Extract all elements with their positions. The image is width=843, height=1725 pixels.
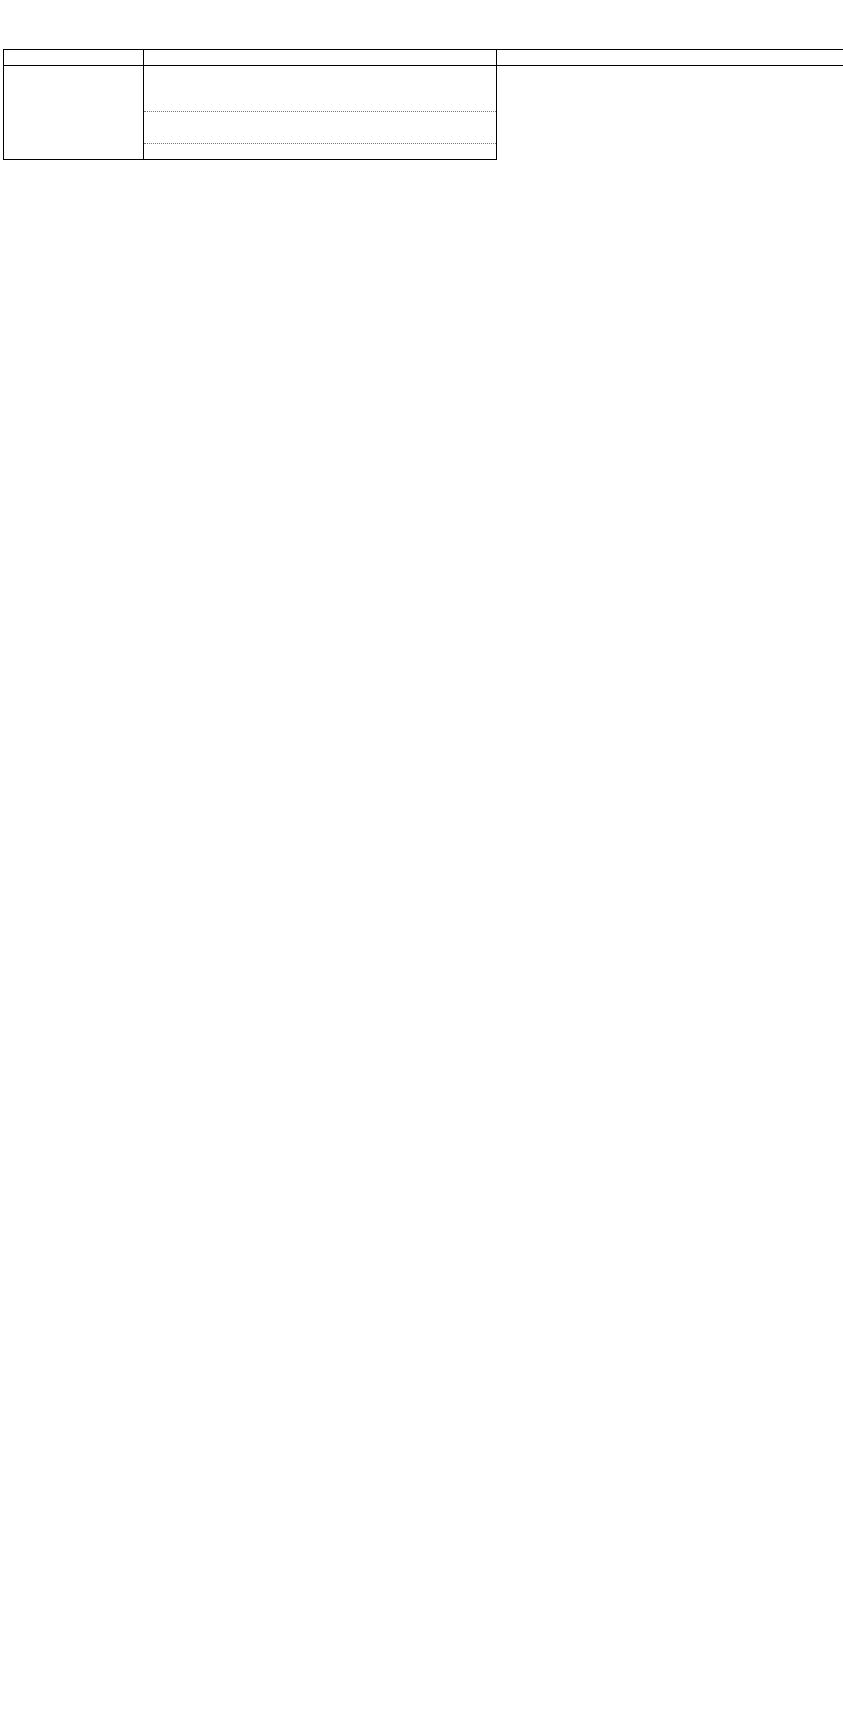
header-positive — [144, 50, 497, 66]
table-body — [4, 66, 843, 160]
contributions-table — [3, 49, 843, 160]
region-cell — [4, 66, 144, 160]
table-row — [4, 66, 843, 96]
positive-contribution — [144, 112, 497, 144]
page-title — [0, 0, 843, 9]
header-region — [4, 50, 144, 66]
header-negative — [497, 50, 843, 66]
positive-contribution — [144, 66, 497, 112]
positive-contribution — [144, 144, 497, 160]
